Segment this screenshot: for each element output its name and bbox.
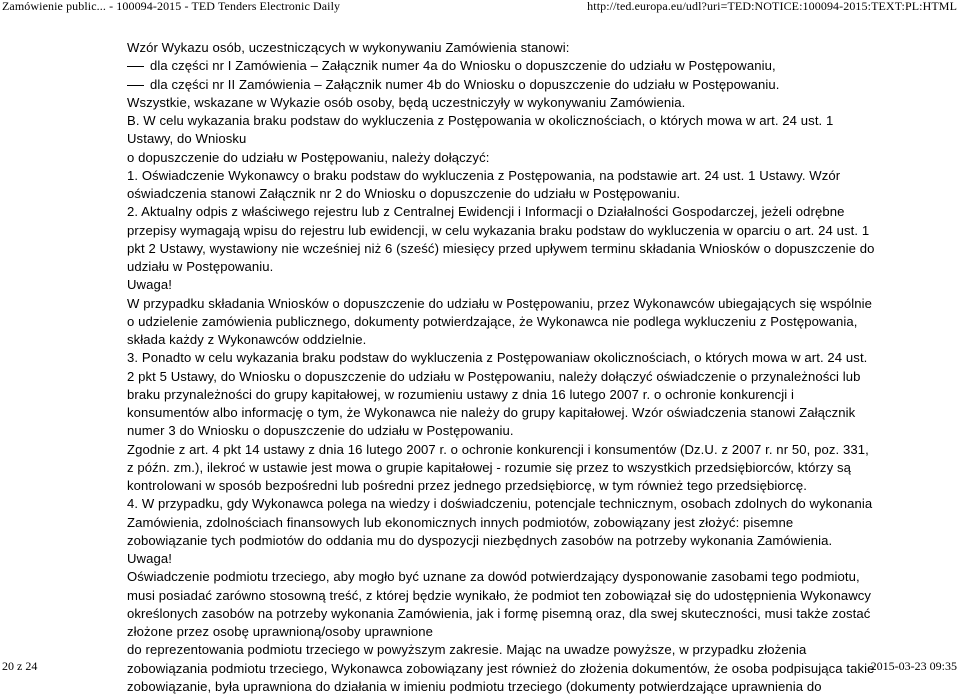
text-line: składa każdy z Wykonawców oddzielnie. <box>127 332 367 347</box>
text-line: Zgodnie z art. 4 pkt 14 ustawy z dnia 16 lutego 2007 r. o ochronie konkurencji i konsumentów (Dz.U. z 2007 r. nr 50, poz. 331, <box>127 441 869 457</box>
text-line: 4. W przypadku, gdy Wykonawca polega na wiedzy i doświadczeniu, potencjale technicznym, osobach zdolnych do wykonania <box>127 496 873 512</box>
text-line: zobowiązanie, była uprawniona do działania w imieniu podmiotu trzeciego (dokumenty potwierdzające uprawnienia do <box>127 678 822 694</box>
text-line: przepisy wymagają wpisu do rejestru lub ewidencji, w celu wykazania braku podstaw do wykluczenia w oparciu o art. 24 ust. 1 <box>127 222 870 238</box>
text-line: B. W celu wykazania braku podstaw do wykluczenia z Postępowania w okolicznościach, o których mowa w art. 24 ust. 1 <box>127 113 834 128</box>
text-line: Zamówienia, zdolnościach finansowych lub ekonomicznych innych podmiotów, zobowiązany jest złożyć: pisemne <box>127 514 794 530</box>
text-line: 2 pkt 5 Ustawy, do Wniosku o dopuszczenie do udziału w Postępowaniu, należy dołączyć oświadczenie o przynależności lub <box>127 368 861 384</box>
browser-print-footer <box>0 660 960 674</box>
text-line: Wszystkie, wskazane w Wykazie osób osoby, będą uczestniczyły w wykonywaniu Zamówienia. <box>127 94 686 110</box>
text-line: oświadczenia stanowi Załącznik nr 2 do Wniosku o dopuszczenie do udziału w Postępowaniu. <box>127 186 681 201</box>
text-line: 1. Oświadczenie Wykonawcy o braku podstaw do wykluczenia z Postępowania, na podstawie art. 24 ust. 1 Ustawy. Wzór <box>127 167 841 183</box>
text-line: udziału w Postępowaniu. <box>127 259 274 274</box>
page-title-header: Zamówienie public... - 100094-2015 - TED Tenders Electronic Daily <box>2 0 341 13</box>
warning-label: Uwaga! <box>127 277 172 293</box>
page-url-header: http://ted.europa.eu/udl?uri=TED:NOTICE:100094-2015:TEXT:PL:HTML <box>587 0 957 13</box>
text-line: Ustawy, do Wniosku <box>127 131 247 147</box>
browser-print-header <box>0 0 960 14</box>
text-line: z późn. zm.), ilekroć w ustawie jest mowa o grupie kapitałowej - rozumie się przez to wszystkich przedsiębiorców, którzy są <box>127 459 851 475</box>
text-line: o udzielenie zamówienia publicznego, dokumenty potwierdzające, że Wykonawca nie podlega wykluczeniu z Postępowania, <box>127 313 858 329</box>
text-line: 2. Aktualny odpis z właściwego rejestru lub z Centralnej Ewidencji i Informacji o Działalności Gospodarczej, jeżeli odrębne <box>127 204 845 220</box>
text-line: musi posiadać zarówno stosowną treść, z której będzie wynikało, że podmiot ten zobowiązał się do udostępnienia Wykonawcy <box>127 587 872 603</box>
text-line: braku przynależności do grupy kapitałowej, w rozumieniu ustawy z dnia 16 lutego 2007 r. o ochronie konkurencji i <box>127 386 794 402</box>
document-body <box>127 39 907 696</box>
text-line: Oświadczenie podmiotu trzeciego, aby mogło być uznane za dowód potwierdzający dysponowanie zasobami tego podmiotu, <box>127 569 860 585</box>
text-line: określonych zasobów na potrzeby wykonania Zamówienia, jak i formę pisemną oraz, dla swej skuteczności, musi także zostać <box>127 605 871 621</box>
print-timestamp: 2015-03-23 09:35 <box>870 659 957 673</box>
text-line: numer 3 do Wniosku o dopuszczenie do udziału w Postępowaniu. <box>127 423 514 439</box>
list-item-part-2: dla części nr II Zamówienia – Załącznik numer 4b do Wniosku o dopuszczenie do udziału w Postępowaniu. <box>127 76 907 94</box>
text-line: kontrolowani w sposób bezpośredni lub pośredni przez jednego przedsiębiorcę, w tym również tego przedsiębiorcę. <box>127 478 807 493</box>
text-line: W przypadku składania Wniosków o dopuszczenie do udziału w Postępowaniu, przez Wykonawców ubiegających się wspólnie <box>127 295 873 311</box>
text-line: pkt 2 Ustawy, wystawiony nie wcześniej niż 6 (sześć) miesięcy przed upływem terminu składania Wniosków o dopuszczenie do <box>127 240 875 256</box>
page-number: 20 z 24 <box>2 659 38 673</box>
list-item-part-1: dla części nr I Zamówienia – Załącznik numer 4a do Wniosku o dopuszczenie do udziału w Postępowaniu, <box>127 57 907 75</box>
text-line: konsumentów albo informację o tym, że Wykonawca nie należy do grupy kapitałowej. Wzór oświadczenia stanowi Załącznik <box>127 405 856 420</box>
text-line: zobowiązanie tych podmiotów do oddania mu do dyspozycji niezbędnych zasobów na potrzeby wykonania Zamówienia. <box>127 532 833 548</box>
text-line: Wzór Wykazu osób, uczestniczących w wykonywaniu Zamówienia stanowi: <box>127 40 570 55</box>
warning-label: Uwaga! <box>127 551 172 566</box>
text-line: zobowiązania podmiotu trzeciego, Wykonawca zobowiązany jest również do złożenia dokumentów, że osoba podpisująca takie <box>127 660 875 676</box>
text-line: 3. Ponadto w celu wykazania braku podstaw do wykluczenia z Postępowaniaw okolicznościach, o których mowa w art. 24 ust. <box>127 350 868 366</box>
text-line: do reprezentowania podmiotu trzeciego w powyższym zakresie. Mając na uwadze powyższe, w przypadku złożenia <box>127 642 807 658</box>
text-line: o dopuszczenie do udziału w Postępowaniu, należy dołączyć: <box>127 149 490 165</box>
text-line: złożone przez osobę uprawnioną/osoby uprawnione <box>127 624 434 639</box>
